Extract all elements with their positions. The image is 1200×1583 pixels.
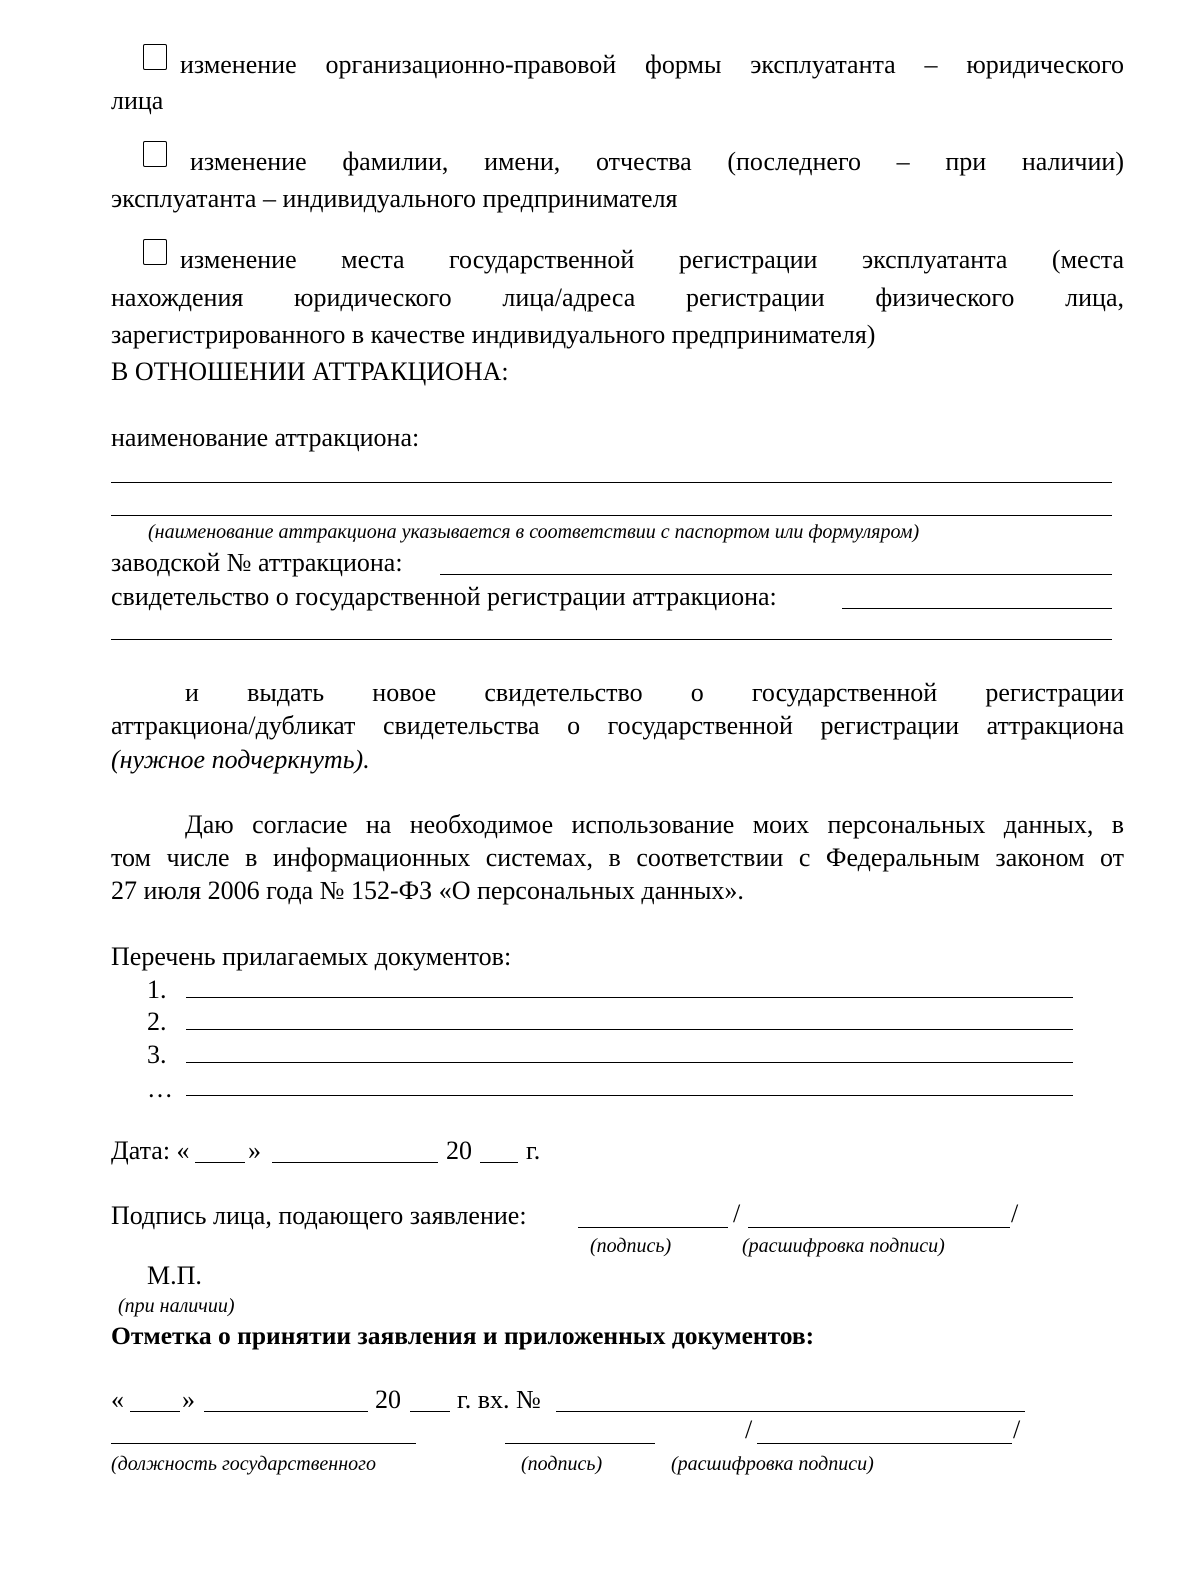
documents-label: Перечень прилагаемых документов:: [111, 942, 512, 971]
document-item-number: …: [147, 1074, 173, 1103]
acceptance-year-field[interactable]: [410, 1411, 450, 1412]
certificate-label: свидетельство о государственной регистрации аттракциона:: [111, 582, 777, 611]
date-year-prefix: 20: [446, 1136, 472, 1165]
checkbox-registration-place-change[interactable]: [143, 239, 167, 265]
option-registration-line3: зарегистрированного в качестве индивидуального предпринимателя): [111, 320, 876, 349]
issue-line3: (нужное подчеркнуть).: [111, 745, 370, 774]
acceptance-signature-field[interactable]: [505, 1443, 655, 1444]
date-day-field[interactable]: [195, 1162, 245, 1163]
option-name-change-line1: изменение фамилии, имени, отчества (последнего – при наличии): [190, 147, 1124, 176]
acceptance-close-quote: »: [182, 1385, 195, 1414]
acceptance-position-note: (должность государственного: [111, 1453, 376, 1475]
checkbox-org-form-change[interactable]: [143, 44, 167, 70]
acceptance-month-field[interactable]: [204, 1411, 368, 1412]
signature-note: (подпись): [590, 1235, 672, 1257]
consent-line2: том числе в информационных системах, в соответствии с Федеральным законом от: [111, 843, 1124, 872]
checkbox-name-change[interactable]: [143, 141, 167, 167]
option-registration-line2: нахождения юридического лица/адреса регистрации физического лица,: [111, 283, 1124, 312]
issue-line2: аттракциона/дубликат свидетельства о государственной регистрации аттракциона: [111, 711, 1124, 740]
acceptance-slash: /: [745, 1415, 753, 1444]
signature-decode-note: (расшифровка подписи): [742, 1235, 945, 1257]
signature-slash: /: [733, 1199, 741, 1228]
document-item-field[interactable]: [186, 1095, 1073, 1096]
document-item-field[interactable]: [186, 997, 1073, 998]
option-org-form-line2: лица: [111, 86, 164, 115]
serial-number-label: заводской № аттракциона:: [111, 548, 403, 577]
date-label: Дата: «: [111, 1136, 190, 1165]
consent-line3: 27 июля 2006 года № 152-ФЗ «О персональных данных».: [111, 876, 744, 905]
date-year-field[interactable]: [480, 1162, 518, 1163]
acceptance-decode-note: (расшифровка подписи): [671, 1453, 874, 1475]
acceptance-day-field[interactable]: [130, 1411, 180, 1412]
document-item-field[interactable]: [186, 1029, 1073, 1030]
acceptance-position-field[interactable]: [111, 1443, 416, 1444]
signature-label: Подпись лица, подающего заявление:: [111, 1201, 527, 1230]
issue-line1: и выдать новое свидетельство о государственной регистрации: [185, 678, 1124, 707]
certificate-field-line-2[interactable]: [111, 639, 1112, 640]
acceptance-reg-number-field[interactable]: [556, 1411, 1025, 1412]
attraction-name-line-1[interactable]: [111, 482, 1112, 483]
date-year-suffix: г.: [526, 1136, 541, 1165]
option-registration-line1: изменение места государственной регистрации эксплуатанта (места: [180, 245, 1124, 274]
option-name-change-line2: эксплуатанта – индивидуального предпринимателя: [111, 184, 678, 213]
document-item-number: 1.: [147, 975, 167, 1004]
acceptance-heading: Отметка о принятии заявления и приложенных документов:: [111, 1321, 815, 1350]
acceptance-open-quote: «: [111, 1385, 124, 1414]
signature-field[interactable]: [578, 1227, 728, 1228]
signature-slash-end: /: [1011, 1199, 1019, 1228]
attraction-name-line-2[interactable]: [111, 515, 1112, 516]
acceptance-decode-field[interactable]: [757, 1443, 1012, 1444]
document-item-number: 2.: [147, 1007, 167, 1036]
document-item-number: 3.: [147, 1040, 167, 1069]
stamp-label: М.П.: [147, 1261, 202, 1290]
acceptance-sign-note: (подпись): [521, 1453, 603, 1475]
acceptance-slash-end: /: [1013, 1415, 1021, 1444]
section-heading: В ОТНОШЕНИИ АТТРАКЦИОНА:: [111, 357, 509, 386]
date-month-field[interactable]: [272, 1162, 438, 1163]
option-org-form-line1: изменение организационно-правовой формы эксплуатанта – юридического: [180, 50, 1124, 79]
document-item-field[interactable]: [186, 1062, 1073, 1063]
attraction-name-label: наименование аттракциона:: [111, 423, 420, 452]
attraction-name-note: (наименование аттракциона указывается в соответствии с паспортом или формуляром): [148, 521, 920, 543]
date-close-quote: »: [248, 1136, 261, 1165]
signature-decode-field[interactable]: [748, 1227, 1010, 1228]
serial-number-field[interactable]: [440, 574, 1112, 575]
certificate-field[interactable]: [842, 608, 1112, 609]
stamp-note: (при наличии): [118, 1295, 235, 1317]
consent-line1: Даю согласие на необходимое использование моих персональных данных, в: [185, 810, 1124, 839]
acceptance-year-prefix: 20: [375, 1385, 401, 1414]
acceptance-reg-label: г. вх. №: [457, 1385, 541, 1414]
